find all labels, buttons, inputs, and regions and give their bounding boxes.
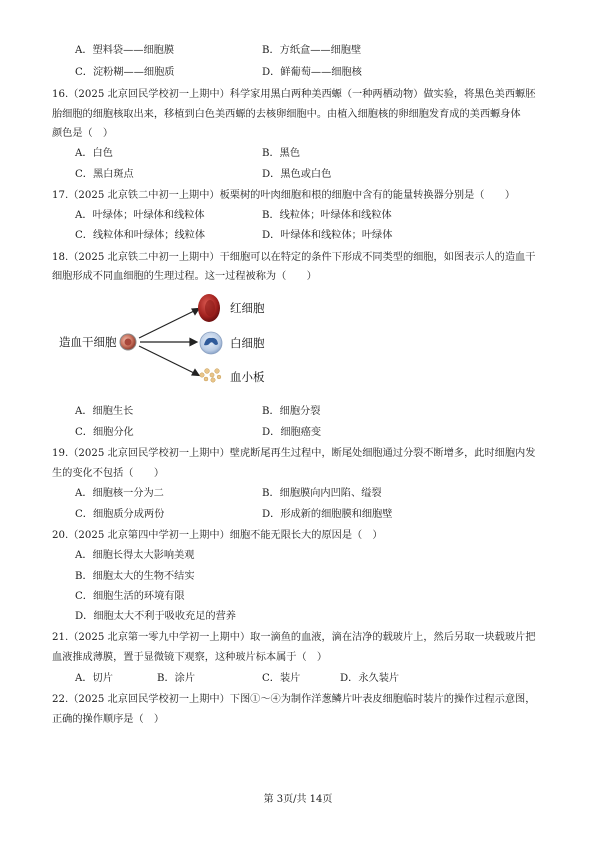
stem-cell-label: 造血干细胞 bbox=[59, 335, 117, 349]
q16-stem-line-2: 胎细胞的细胞核取出来，移植到白色美西螈的去核卵细胞中。由植入细胞核的卵细胞发育成的美西螈身体 bbox=[52, 109, 521, 120]
red-blood-cell-icon bbox=[198, 294, 220, 322]
q22-stem-line-2: 正确的操作顺序是（ ） bbox=[52, 714, 165, 725]
q15-option-a: A．塑料袋——细胞膜 bbox=[75, 45, 175, 56]
q21-option-c: C．装片 bbox=[262, 673, 301, 684]
q16-option-b: B．黑色 bbox=[262, 148, 301, 159]
red-blood-cell-label: 红细胞 bbox=[230, 301, 265, 315]
q15-option-b: B．方纸盒——细胞壁 bbox=[262, 45, 362, 56]
q19-stem-line-1: 19.（2025 北京回民学校初一上期中）壁虎断尾再生过程中，断尾处细胞通过分裂不断增多，此时细胞内发 bbox=[52, 448, 536, 459]
q20-option-d: D．细胞太大不利于吸收充足的营养 bbox=[75, 611, 236, 622]
q16-option-a: A．白色 bbox=[75, 148, 113, 159]
q18-option-d: D．细胞癌变 bbox=[262, 427, 322, 438]
q17-option-c: C．线粒体和叶绿体；线粒体 bbox=[75, 230, 206, 241]
white-blood-cell-icon bbox=[200, 332, 222, 354]
q16-stem-line-1: 16.（2025 北京回民学校初一上期中）科学家用黑白两种美西螈（一种两栖动物）做实验，将黑色美西螈胚 bbox=[52, 89, 536, 100]
q19-option-b: B．细胞膜向内凹陷、缢裂 bbox=[262, 488, 382, 499]
white-blood-cell-label: 白细胞 bbox=[230, 336, 265, 350]
q18-option-a: A．细胞生长 bbox=[75, 406, 134, 417]
q20-option-a: A．细胞长得太大影响美观 bbox=[75, 550, 195, 561]
q22-stem-line-1: 22.（2025 北京回民学校初一上期中）下图①～④为制作洋葱鳞片叶表皮细胞临时装片的操作过程示意图， bbox=[52, 694, 536, 705]
platelet-label: 血小板 bbox=[230, 370, 265, 384]
q16-option-d: D．黑色或白色 bbox=[262, 169, 332, 180]
differentiation-arrows bbox=[139, 309, 199, 376]
q21-option-b: B．涂片 bbox=[157, 673, 196, 684]
q17-stem-line-1: 17.（2025 北京铁二中初一上期中）板栗树的叶肉细胞和根的细胞中含有的能量转换器分别是（ ） bbox=[52, 190, 516, 201]
q21-stem-line-1: 21.（2025 北京第一零九中学初一上期中）取一滴鱼的血液，滴在洁净的载玻片上，然后另取一块载玻片把 bbox=[52, 632, 536, 643]
q20-option-c: C．细胞生活的环境有限 bbox=[75, 591, 185, 602]
q18-option-c: C．细胞分化 bbox=[75, 427, 134, 438]
page-footer: 第 3页/共 14页 bbox=[263, 794, 333, 805]
q21-option-d: D．永久装片 bbox=[340, 673, 400, 684]
q19-option-a: A．细胞核一分为二 bbox=[75, 488, 164, 499]
q21-option-a: A．切片 bbox=[75, 673, 113, 684]
q19-option-c: C．细胞质分成两份 bbox=[75, 509, 165, 520]
q16-stem-line-3: 颜色是（ ） bbox=[52, 128, 114, 139]
q20-stem-line-1: 20.（2025 北京第四中学初一上期中）细胞不能无限长大的原因是（ ） bbox=[52, 530, 383, 541]
q18-stem-line-1: 18.（2025 北京铁二中初一上期中）干细胞可以在特定的条件下形成不同类型的细胞，如图表示人的造血干 bbox=[52, 252, 536, 263]
q17-option-a: A．叶绿体；叶绿体和线粒体 bbox=[75, 210, 205, 221]
q15-option-c: C．淀粉糊——细胞质 bbox=[75, 67, 175, 78]
q16-option-c: C．黑白斑点 bbox=[75, 169, 134, 180]
q18-option-b: B．细胞分裂 bbox=[262, 406, 321, 417]
q18-stem-line-2: 细胞形成不同血细胞的生理过程。这一过程被称为（ ） bbox=[52, 271, 317, 282]
q17-option-b: B．线粒体；叶绿体和线粒体 bbox=[262, 210, 392, 221]
q19-stem-line-2: 生的变化不包括（ ） bbox=[52, 468, 165, 479]
hematopoiesis-figure bbox=[55, 292, 295, 396]
q21-stem-line-2: 血液推成薄膜，置于显微镜下观察，这种玻片标本属于（ ） bbox=[52, 652, 328, 663]
platelets-icon bbox=[200, 369, 221, 383]
q20-option-b: B．细胞太大的生物不结实 bbox=[75, 571, 195, 582]
q19-option-d: D．形成新的细胞膜和细胞壁 bbox=[262, 509, 393, 520]
q15-option-d: D．鲜葡萄——细胞核 bbox=[262, 67, 362, 78]
q17-option-d: D．叶绿体和线粒体；叶绿体 bbox=[262, 230, 393, 241]
